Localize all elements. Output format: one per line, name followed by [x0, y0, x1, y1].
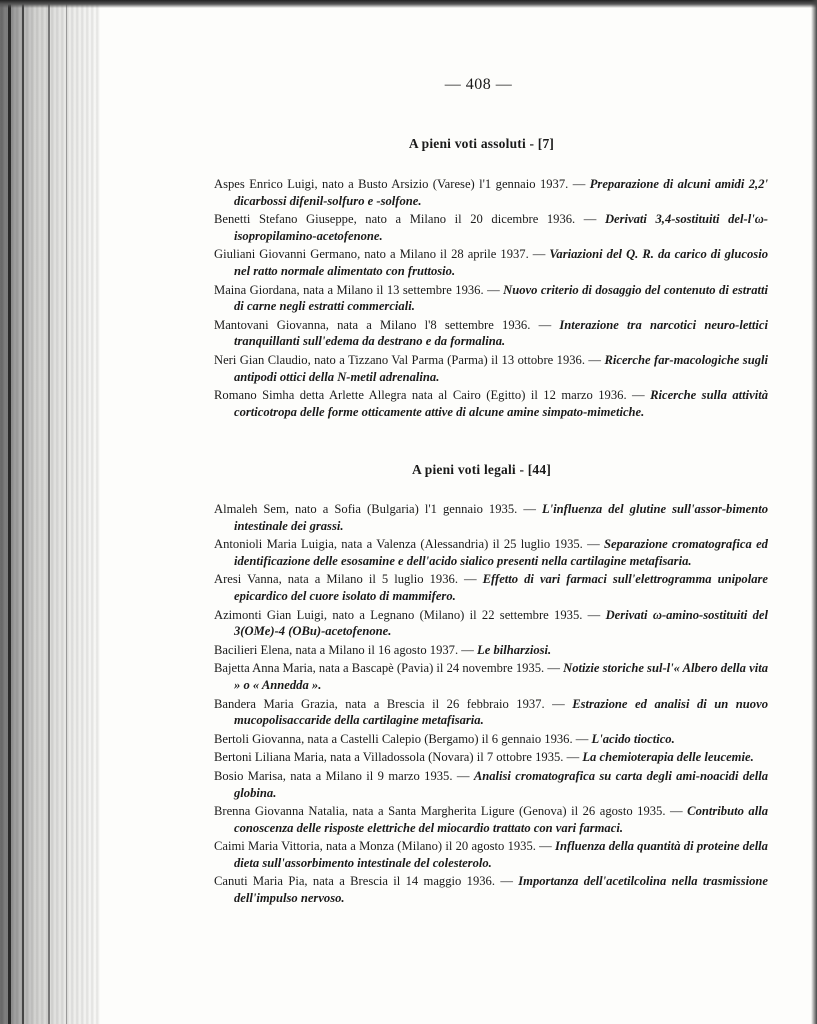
binding-line: [48, 0, 50, 1024]
entry-list-legali: [214, 501, 768, 909]
list-item: [214, 536, 768, 569]
entry-person: Bertoni Liliana Maria, nata a Villadossola (Novara) il 7 ottobre 1935. —: [214, 750, 583, 765]
page-number: — 408 —: [444, 76, 513, 93]
entry-thesis-title: Derivati 3,4-sostituiti del-l'ω-isopropilamino-acetofenone.: [234, 212, 768, 243]
list-item: [214, 352, 768, 385]
entry-person: Bandera Maria Grazia, nata a Brescia il 26 febbraio 1937. —: [214, 696, 573, 711]
entry-person: Mantovani Giovanna, nata a Milano l'8 settembre 1936. —: [214, 317, 560, 332]
entry-thesis-title: Ricerche sulla attività corticotropa delle forme otticamente attive di alcune amine simpato-mimetiche.: [234, 388, 769, 419]
entry-thesis-title: L'acido tioctico.: [591, 731, 675, 746]
list-item: [214, 660, 768, 693]
section-heading-legali: A pieni voti legali - [44]: [411, 462, 552, 477]
entry-thesis-title: Analisi cromatografica su carta degli ami-noacidi della globina.: [234, 768, 768, 800]
list-item: [214, 282, 768, 315]
entry-person: Bertoli Giovanna, nata a Castelli Calepio (Bergamo) il 6 gennaio 1936. —: [214, 731, 592, 746]
entry-thesis-title: Nuovo criterio di dosaggio del contenuto di estratti di carne negli estratti commerciali.: [234, 282, 768, 314]
section-heading-assoluti: A pieni voti assoluti - [7]: [408, 136, 555, 151]
list-item: [214, 696, 768, 729]
entry-person: Aresi Vanna, nata a Milano il 5 luglio 1936. —: [214, 572, 483, 587]
list-item: [214, 246, 768, 279]
list-item: [214, 873, 768, 906]
entry-person: Bajetta Anna Maria, nata a Bascapè (Pavia) il 24 novembre 1935. —: [214, 661, 564, 676]
entry-thesis-title: Estrazione ed analisi di un nuovo mucopolisaccaride della cartilagine metafisaria.: [234, 696, 768, 728]
binding-line: [8, 0, 11, 1024]
book-binding-edge: [0, 0, 100, 1024]
entry-thesis-title: Effetto di vari farmaci sull'elettrogramma unipolare epicardico del cuore isolato di mammifero.: [234, 572, 768, 603]
entry-thesis-title: Influenza della quantità di proteine della dieta sull'assorbimento intestinale del colesterolo.: [234, 839, 768, 870]
scan-right-edge: [811, 0, 817, 1024]
entry-person: Giuliani Giovanni Germano, nato a Milano il 28 aprile 1937. —: [214, 247, 550, 262]
entry-person: Caimi Maria Vittoria, nata a Monza (Milano) il 20 agosto 1935. —: [214, 839, 556, 854]
entry-person: Brenna Giovanna Natalia, nata a Santa Margherita Ligure (Genova) il 26 agosto 1935. —: [214, 804, 688, 819]
entry-thesis-title: Derivati ω-amino-sostituiti del 3(OMe)-4 (OBu)-acetofenone.: [234, 607, 769, 639]
entry-person: Aspes Enrico Luigi, nato a Busto Arsizio (Varese) l'1 gennaio 1937. —: [214, 177, 590, 191]
entry-thesis-title: Contributo alla conoscenza delle risposte elettriche del miocardio trattato con vari farmaci.: [234, 804, 768, 835]
entry-thesis-title: Importanza dell'acetilcolina nella trasmissione dell'impulso nervoso.: [234, 874, 768, 906]
list-item: [214, 211, 768, 244]
list-item: [214, 317, 768, 350]
entry-person: Canuti Maria Pia, nata a Brescia il 14 maggio 1936. —: [214, 874, 519, 889]
list-item: [214, 176, 768, 209]
entry-person: Bacilieri Elena, nata a Milano il 16 agosto 1937. —: [214, 642, 478, 657]
entry-person: Romano Simha detta Arlette Allegra nata al Cairo (Egitto) il 12 marzo 1936. —: [214, 388, 651, 403]
binding-line: [66, 0, 67, 1024]
list-item: [214, 501, 768, 534]
entry-person: Almaleh Sem, nato a Sofia (Bulgaria) l'1 gennaio 1935. —: [214, 502, 542, 516]
entry-person: Antonioli Maria Luigia, nata a Valenza (Alessandria) il 25 luglio 1935. —: [214, 537, 605, 552]
list-item: [214, 607, 768, 640]
entry-person: Benetti Stefano Giuseppe, nato a Milano il 20 dicembre 1936. —: [214, 212, 605, 227]
entry-thesis-title: Ricerche far-macologiche sugli antipodi ottici della N-metil adrenalina.: [234, 352, 769, 384]
entry-person: Azimonti Gian Luigi, nato a Legnano (Milano) il 22 settembre 1935. —: [214, 607, 606, 622]
entry-thesis-title: Separazione cromatografica ed identificazione delle esosamine e dell'acido sialico presenti nella cartilagine metafisaria.: [234, 537, 768, 568]
list-item: [214, 838, 768, 871]
entry-list-assoluti: [214, 176, 768, 422]
list-item: [214, 387, 768, 420]
list-item: [214, 749, 768, 766]
list-item: [214, 803, 768, 836]
list-item: [214, 571, 768, 604]
scan-top-edge: [0, 0, 817, 8]
entry-person: Bosio Marisa, nata a Milano il 9 marzo 1935. —: [214, 768, 474, 783]
binding-line: [22, 0, 24, 1024]
entry-thesis-title: Notizie storiche sul-l'« Albero della vita » o « Annedda ».: [234, 661, 768, 692]
entry-thesis-title: Variazioni del Q. R. da carico di glucosio nel ratto normale alimentato con fruttosio.: [234, 247, 769, 278]
entry-thesis-title: La chemioterapia delle leucemie.: [582, 750, 754, 765]
entry-thesis-title: Preparazione di alcuni amidi 2,2' dicarbossi difenil-solfuro e -solfone.: [234, 177, 768, 208]
entry-person: Maina Giordana, nata a Milano il 13 settembre 1936. —: [214, 282, 504, 297]
entry-thesis-title: L'influenza del glutine sull'assor-bimento intestinale dei grassi.: [234, 502, 769, 533]
list-item: [214, 642, 768, 659]
entry-thesis-title: Le bilharziosi.: [477, 642, 552, 657]
entry-person: Neri Gian Claudio, nato a Tizzano Val Parma (Parma) il 13 ottobre 1936. —: [214, 352, 605, 367]
list-item: [214, 731, 768, 748]
entry-thesis-title: Interazione tra narcotici neuro-lettici tranquillanti sull'edema da destrano e da formalina.: [234, 317, 768, 349]
list-item: [214, 768, 768, 801]
